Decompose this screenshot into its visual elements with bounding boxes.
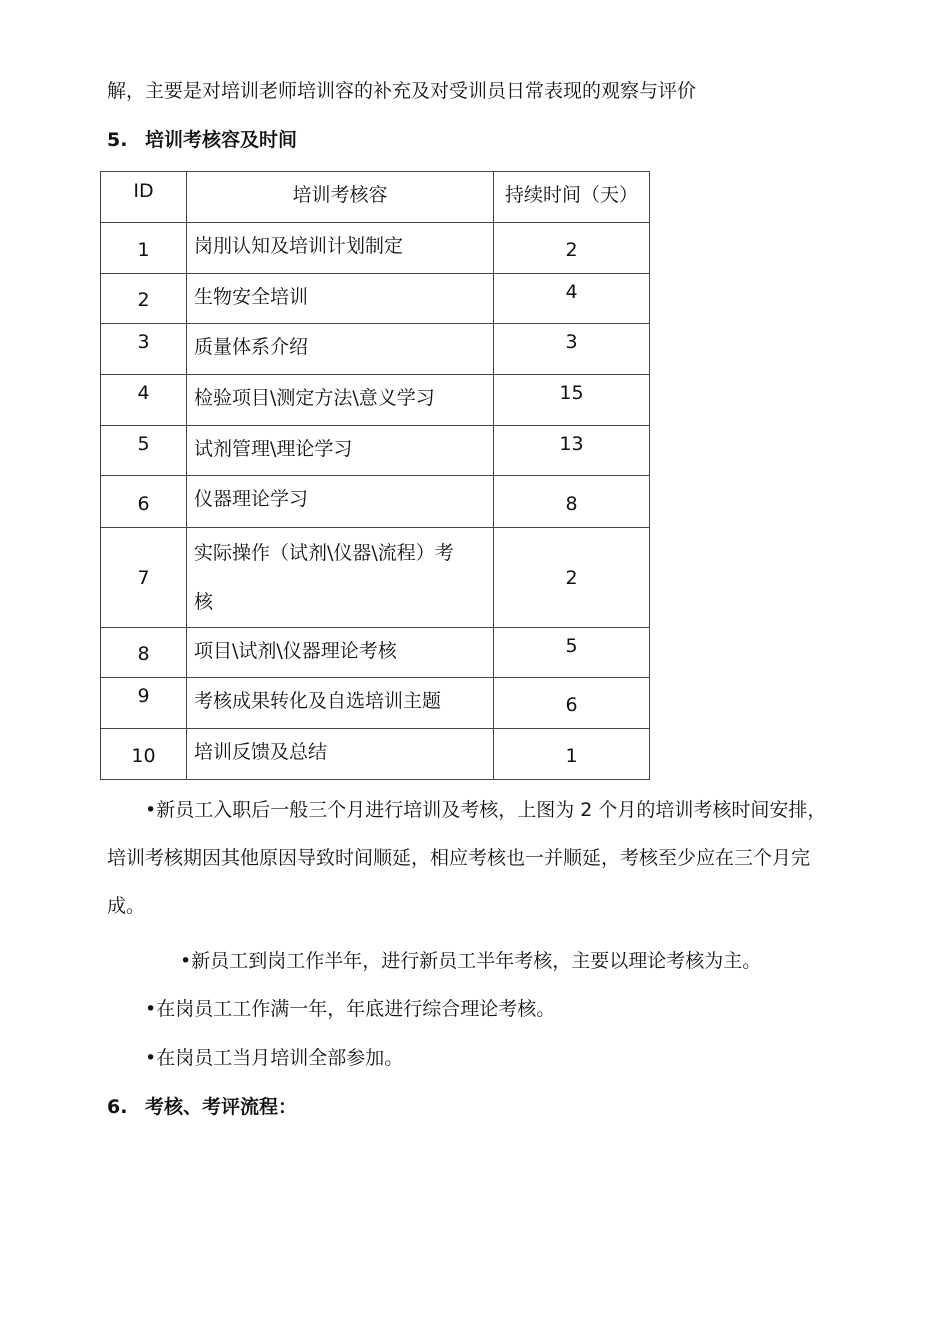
row-id: 10 (101, 729, 187, 780)
table-row (101, 375, 650, 426)
row-content: 培训反馈及总结 (187, 729, 494, 780)
row-days: 2 (494, 528, 650, 628)
paragraph-1-line-2: 培训考核期因其他原因导致时间顺延，相应考核也一并顺延，考核至少应在三个月完 (107, 847, 811, 869)
row-content: 岗刖认知及培训计划制定 (187, 223, 494, 274)
row-days: 8 (494, 476, 650, 528)
row-days: 15 (494, 375, 650, 426)
section-5-title: 培训考核容及时间 (145, 129, 298, 151)
row-id: 2 (101, 274, 187, 324)
row-days: 5 (494, 628, 650, 678)
row-content (187, 528, 494, 628)
table-row (101, 426, 650, 476)
row-days: 2 (494, 223, 650, 274)
row-content-line: 实际操作（试剂\仪器\流程）考 (194, 541, 454, 564)
row-content: 试剂管理\理论学习 (187, 426, 494, 476)
paragraph-2: •新员工到岗工作半年，进行新员工半年考核，主要以理论考核为主。 (180, 950, 762, 972)
section-5-heading (107, 128, 297, 152)
paragraph-1-line-3: 成。 (107, 895, 146, 917)
row-id: 6 (101, 476, 187, 528)
row-id: 3 (101, 324, 187, 375)
row-id: 8 (101, 628, 187, 678)
row-days: 6 (494, 678, 650, 729)
row-id: 1 (101, 223, 187, 274)
row-content: 仪器理论学习 (187, 476, 494, 528)
row-id: 4 (101, 375, 187, 426)
intro-text: 解，主要是对培训老师培训容的补充及对受训员日常表现的观察与评价 (107, 80, 697, 102)
header-content: 培训考核容 (187, 172, 494, 223)
section-5-number: 5. (107, 129, 128, 151)
paragraph-1-line-1: •新员工入职后一般三个月进行培训及考核，上图为 2 个月的培训考核时间安排， (145, 799, 827, 821)
row-content: 考核成果转化及自选培训主题 (187, 678, 494, 729)
table-row (101, 628, 650, 678)
row-id: 9 (101, 678, 187, 729)
table-row (101, 324, 650, 375)
row-content: 项目\试剂\仪器理论考核 (187, 628, 494, 678)
header-id: ID (101, 172, 187, 223)
row-id: 7 (101, 528, 187, 628)
table-row (101, 476, 650, 528)
row-content: 生物安全培训 (187, 274, 494, 324)
table-row (101, 528, 650, 628)
section-6-number: 6. (107, 1096, 128, 1118)
table-header-row (101, 172, 650, 223)
row-days: 3 (494, 324, 650, 375)
row-days: 4 (494, 274, 650, 324)
training-schedule-table (100, 171, 650, 780)
paragraph-4: •在岗员工当月培训全部参加。 (145, 1047, 404, 1069)
row-content: 检验项目\测定方法\意义学习 (187, 375, 494, 426)
header-duration: 持续时间（天） (494, 172, 650, 223)
row-content-line: 核 (194, 590, 214, 613)
row-days: 1 (494, 729, 650, 780)
table-row (101, 274, 650, 324)
section-6-title: 考核、考评流程： (145, 1096, 298, 1118)
paragraph-3: •在岗员工工作满一年，年底进行综合理论考核。 (145, 998, 556, 1020)
table-row (101, 729, 650, 780)
row-id: 5 (101, 426, 187, 476)
row-content: 质量体系介绍 (187, 324, 494, 375)
table-row (101, 223, 650, 274)
table-row (101, 678, 650, 729)
row-days: 13 (494, 426, 650, 476)
section-6-heading (107, 1095, 297, 1119)
